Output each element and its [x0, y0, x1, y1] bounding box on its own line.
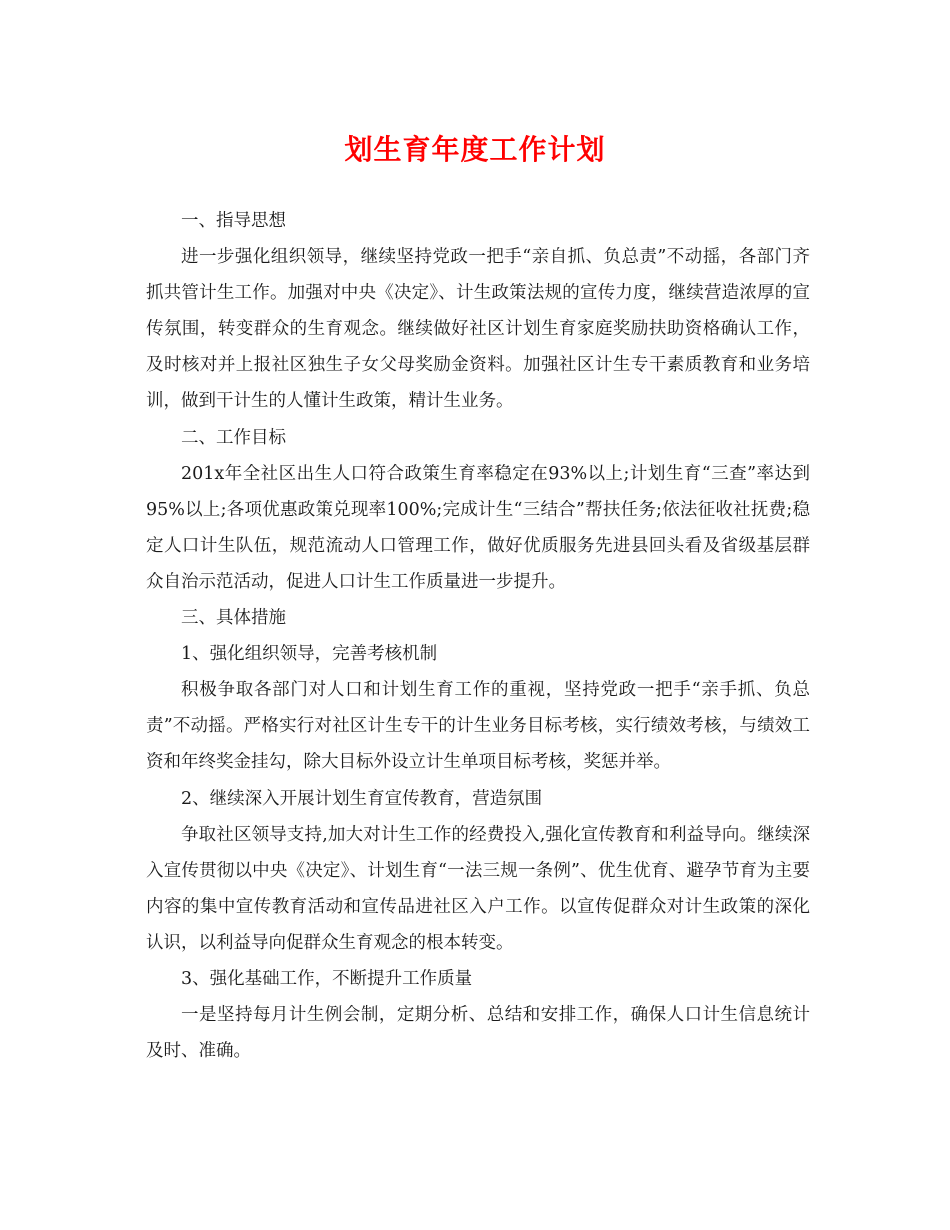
subheading-measure-2: 2、继续深入开展计划生育宣传教育，营造氛围 [181, 788, 543, 809]
subheading-measure-3: 3、强化基础工作，不断提升工作质量 [181, 968, 473, 989]
heading-guiding-ideology: 一、指导思想 [181, 211, 286, 231]
document-body [146, 203, 810, 1069]
heading-work-goals: 二、工作目标 [181, 427, 286, 448]
heading-specific-measures: 三、具体措施 [181, 608, 286, 629]
paragraph-guiding-ideology: 进一步强化组织领导，继续坚持党政一把手“亲自抓、负总责”不动摇，各部门齐抓共管计生工作。加强对中央《决定》、计生政策法规的宣传力度，继续营造浓厚的宣传氛围，转变群众的生育观念。继续做好社区计划生育家庭奖励扶助资格确认工作，及时核对并上报社区独生子女父母奖励金资料。加强社区计生专干素质教育和业务培训，做到干计生的人懂计生政策，精计生业务。 [146, 247, 810, 412]
paragraph-measure-2: 争取社区领导支持,加大对计生工作的经费投入,强化宣传教育和利益导向。继续深入宣传贯彻以中央《决定》、计划生育“一法三规一条例”、优生优育、避孕节育为主要内容的集中宣传教育活动和宣传品进社区入户工作。以宣传促群众对计生政策的深化认识，以利益导向促群众生育观念的根本转变。 [146, 824, 810, 953]
paragraph-measure-1: 积极争取各部门对人口和计划生育工作的重视，坚持党政一把手“亲手抓、负总责”不动摇。严格实行对社区计生专干的计生业务目标考核，实行绩效考核，与绩效工资和年终奖金挂勾，除大目标外设立计生单项目标考核，奖惩并举。 [146, 680, 810, 773]
paragraph-work-goals: 201x年全社区出生人口符合政策生育率稳定在93%以上;计划生育“三查”率达到95%以上;各项优惠政策兑现率100%;完成计生“三结合”帮扶任务;依法征收社抚费;稳定人口计生队伍，规范流动人口管理工作，做好优质服务先进县回头看及省级基层群众自治示范活动，促进人口计生工作质量进一步提升。 [146, 463, 810, 592]
paragraph-measure-3: 一是坚持每月计生例会制，定期分析、总结和安排工作，确保人口计生信息统计及时、准确。 [146, 1005, 810, 1062]
subheading-measure-1: 1、强化组织领导，完善考核机制 [181, 644, 438, 665]
document-title: 划生育年度工作计划 [344, 133, 606, 166]
